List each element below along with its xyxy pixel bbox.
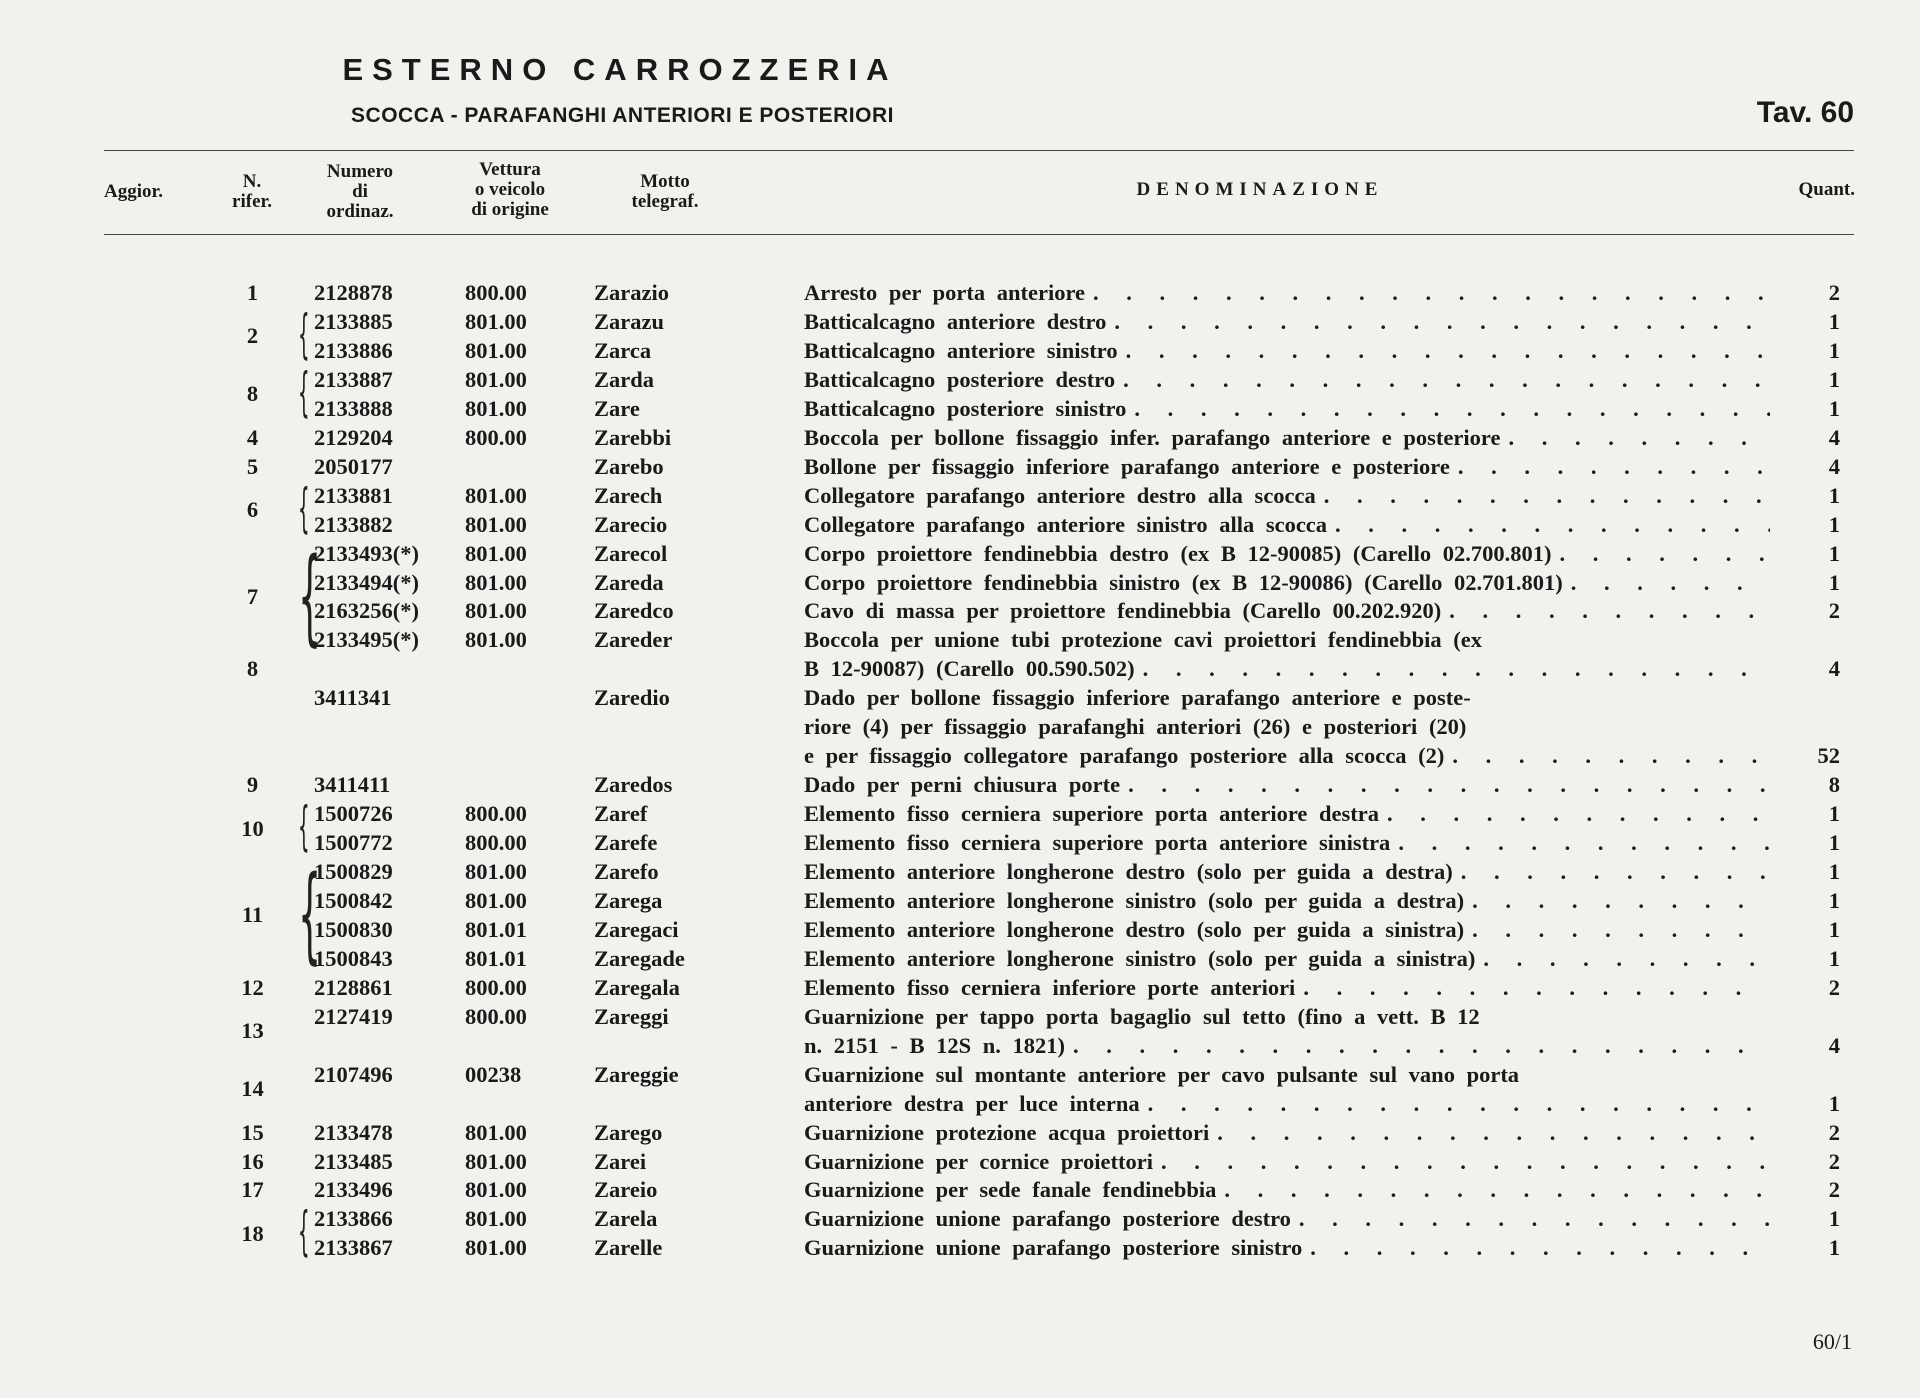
- quantity: 1: [1828, 540, 1840, 566]
- leader-dots: [1464, 888, 1770, 914]
- description-text: Elemento anteriore longherone destro (solo per guida a destra): [804, 859, 1453, 884]
- description-text: Batticalcagno posteriore destro: [804, 366, 1116, 392]
- telegraph-code: Zarefe: [594, 830, 658, 856]
- description: [804, 541, 1770, 567]
- leader-dots: [1106, 309, 1770, 335]
- telegraph-code: Zarazio: [594, 280, 669, 305]
- vehicle-origin: 801.00: [465, 482, 527, 508]
- table-number: Tav. 60: [1756, 96, 1854, 129]
- table-row: [0, 483, 1920, 512]
- header-numero: [305, 162, 415, 222]
- order-number: 2133882: [314, 511, 393, 537]
- telegraph-code: Zareggi: [594, 1003, 669, 1029]
- telegraph-code: Zaredio: [594, 685, 670, 711]
- description-text: Elemento fisso cerniera inferiore porte anteriori: [804, 974, 1296, 1000]
- table-row: [0, 396, 1920, 425]
- vehicle-origin: 800.00: [465, 830, 527, 856]
- quantity: 1: [1828, 366, 1840, 392]
- order-number: 2107496: [314, 1061, 393, 1087]
- leader-dots: [1140, 1091, 1770, 1117]
- quantity: 4: [1828, 1032, 1840, 1058]
- table-row: [0, 1033, 1920, 1062]
- telegraph-code: Zareio: [594, 1177, 658, 1203]
- reference-number: 7: [246, 583, 259, 609]
- table-row: [0, 801, 1920, 830]
- reference-number: 8: [246, 656, 259, 682]
- order-number: 2133866: [314, 1206, 393, 1232]
- description-text: Arresto per porta anteriore: [804, 280, 1086, 305]
- reference-number: 15: [241, 1119, 264, 1145]
- leader-dots: [1120, 772, 1770, 798]
- description-text: Corpo proiettore fendinebbia sinistro (ex B 12-90086) (Carello 02.701.801): [804, 569, 1563, 595]
- telegraph-code: Zaregade: [594, 945, 685, 971]
- page-subtitle: SCOCCA - PARAFANGHI ANTERIORI E POSTERIORI: [351, 104, 894, 127]
- reference-number: 4: [246, 424, 259, 450]
- description-text: B 12-90087) (Carello 00.590.502): [804, 656, 1135, 682]
- quantity: 1: [1828, 1206, 1840, 1232]
- leader-dots: [1450, 454, 1770, 480]
- leader-dots: [1453, 859, 1770, 885]
- description: [804, 1091, 1770, 1117]
- leader-dots: [1295, 975, 1770, 1001]
- vehicle-origin: 801.00: [465, 1235, 527, 1261]
- order-number: 1500830: [314, 916, 393, 942]
- group-brace: {: [298, 304, 310, 365]
- telegraph-code: Zarda: [594, 366, 655, 392]
- header-vettura: [445, 160, 575, 220]
- description: [804, 859, 1770, 885]
- order-number: 3411341: [314, 685, 392, 711]
- vehicle-origin: 800.00: [465, 424, 527, 450]
- description: [804, 1149, 1770, 1175]
- description-text: Elemento anteriore longherone sinistro (solo per guida a destra): [804, 887, 1465, 913]
- description: [804, 1033, 1770, 1059]
- group-brace: {: [298, 362, 310, 423]
- table-row: [0, 280, 1920, 309]
- table-row: [0, 367, 1920, 396]
- quantity: 1: [1828, 916, 1840, 942]
- table-row: [0, 338, 1920, 367]
- description-text: Dado per bollone fissaggio inferiore parafango anteriore e poste-: [804, 685, 1471, 711]
- telegraph-code: Zarecio: [594, 511, 668, 537]
- order-number: 2133887: [314, 366, 393, 392]
- quantity: 1: [1828, 859, 1840, 884]
- order-number: 2050177: [314, 453, 393, 479]
- order-number: 2133485: [314, 1148, 393, 1174]
- description-text: Boccola per bollone fissaggio infer. parafango anteriore e posteriore: [804, 424, 1501, 450]
- header-vettura-line3: di origine: [471, 199, 549, 220]
- telegraph-code: Zarecol: [594, 540, 668, 566]
- vehicle-origin: 801.00: [465, 859, 527, 884]
- header-rule-top: [104, 150, 1854, 151]
- telegraph-code: Zaregala: [594, 974, 680, 1000]
- leader-dots: [1441, 598, 1770, 624]
- telegraph-code: Zarebo: [594, 453, 664, 479]
- description: [804, 656, 1770, 682]
- header-vettura-line2: o veicolo: [474, 179, 546, 200]
- quantity: 1: [1828, 830, 1840, 856]
- telegraph-code: Zarebbi: [594, 424, 672, 450]
- table-row: [0, 512, 1920, 541]
- description: [804, 946, 1770, 972]
- leader-dots: [1379, 801, 1770, 827]
- telegraph-code: Zarelle: [594, 1235, 663, 1261]
- description: [804, 396, 1770, 422]
- telegraph-code: Zareder: [594, 627, 673, 653]
- table-row: [0, 917, 1920, 946]
- telegraph-code: Zarei: [594, 1148, 647, 1174]
- description-text: Guarnizione per cornice proiettori: [804, 1148, 1153, 1174]
- vehicle-origin: 801.00: [465, 1148, 527, 1174]
- leader-dots: [1563, 570, 1770, 596]
- description: [804, 425, 1770, 451]
- order-number: 2163256(*): [314, 598, 419, 624]
- page-number: 60/1: [1812, 1329, 1852, 1354]
- table-row: [0, 714, 1920, 743]
- quantity: 1: [1828, 482, 1840, 508]
- header-numero-line1: Numero: [326, 161, 394, 182]
- vehicle-origin: 801.00: [465, 569, 527, 595]
- description-text: Collegatore parafango anteriore sinistro alla scocca: [804, 511, 1328, 537]
- description: [804, 801, 1770, 827]
- header-motto-line1: Motto: [640, 171, 690, 192]
- quantity: 2: [1828, 280, 1840, 305]
- reference-number: 18: [241, 1220, 264, 1246]
- table-row: [0, 859, 1920, 888]
- leader-dots: [1500, 425, 1770, 451]
- vehicle-origin: 00238: [465, 1061, 522, 1087]
- quantity: 1: [1828, 801, 1840, 827]
- description: [804, 1120, 1770, 1146]
- description: [804, 772, 1770, 798]
- table-row: [0, 598, 1920, 627]
- order-number: 2133886: [314, 337, 393, 363]
- description-text: Batticalcagno posteriore sinistro: [804, 395, 1127, 421]
- description: [804, 598, 1770, 624]
- order-number: 2127419: [314, 1003, 393, 1029]
- table-row: [0, 685, 1920, 714]
- leader-dots: [1216, 1177, 1770, 1203]
- vehicle-origin: 801.00: [465, 540, 527, 566]
- vehicle-origin: 800.00: [465, 801, 527, 827]
- reference-number: 12: [241, 974, 264, 1000]
- description-text: Dado per perni chiusura porte: [804, 772, 1121, 798]
- table-row: [0, 946, 1920, 975]
- header-aggior: Aggior.: [104, 181, 163, 202]
- telegraph-code: Zarca: [594, 337, 652, 363]
- leader-dots: [1444, 743, 1770, 769]
- quantity: 2: [1828, 598, 1840, 624]
- order-number: 1500772: [314, 830, 393, 856]
- vehicle-origin: 801.00: [465, 1177, 527, 1203]
- leader-dots: [1126, 396, 1770, 422]
- telegraph-code: Zareggie: [594, 1061, 679, 1087]
- header-rifer-line2: rifer.: [232, 191, 272, 212]
- leader-dots: [1316, 483, 1770, 509]
- quantity: 1: [1828, 511, 1840, 537]
- leader-dots: [1475, 946, 1770, 972]
- reference-number: 11: [241, 902, 264, 928]
- description: [804, 367, 1770, 393]
- description-text: Elemento fisso cerniera superiore porta anteriore destra: [804, 801, 1380, 827]
- group-brace: {: [298, 534, 322, 657]
- order-number: 1500726: [314, 801, 393, 827]
- description-text: Guarnizione per sede fanale fendinebbia: [804, 1177, 1217, 1203]
- quantity: 2: [1828, 1177, 1840, 1203]
- vehicle-origin: 801.00: [465, 511, 527, 537]
- reference-number: 2: [246, 323, 259, 349]
- table-row: [0, 743, 1920, 772]
- table-row: [0, 1004, 1920, 1033]
- description: [804, 1177, 1770, 1203]
- table-row: [0, 1062, 1920, 1091]
- table-row: [0, 627, 1920, 656]
- order-number: 2133495(*): [314, 627, 419, 653]
- description: [804, 1004, 1770, 1030]
- table-row: [0, 1206, 1920, 1235]
- leader-dots: [1209, 1120, 1770, 1146]
- description: [804, 743, 1770, 769]
- leader-dots: [1135, 656, 1770, 682]
- quantity: 1: [1828, 1090, 1840, 1116]
- leader-dots: [1065, 1033, 1770, 1059]
- table-row: [0, 1177, 1920, 1206]
- telegraph-code: Zaredos: [594, 772, 673, 798]
- description-text: Cavo di massa per proiettore fendinebbia (Carello 00.202.920): [804, 598, 1442, 624]
- order-number: 2133881: [314, 482, 393, 508]
- description: [804, 1235, 1770, 1261]
- description: [804, 454, 1770, 480]
- vehicle-origin: 801.00: [465, 887, 527, 913]
- table-row: [0, 1149, 1920, 1178]
- table-row: [0, 656, 1920, 685]
- description-text: n. 2151 - B 12S n. 1821): [804, 1032, 1066, 1058]
- reference-number: 8: [246, 381, 259, 407]
- order-number: 2128861: [314, 974, 393, 1000]
- vehicle-origin: 801.00: [465, 1119, 527, 1145]
- telegraph-code: Zaregaci: [594, 916, 679, 942]
- reference-number: 16: [241, 1148, 264, 1174]
- quantity: 4: [1828, 656, 1840, 682]
- order-number: 2133888: [314, 395, 393, 421]
- description: [804, 888, 1770, 914]
- description: [804, 627, 1770, 653]
- group-brace: {: [298, 1202, 310, 1263]
- order-number: 1500829: [314, 859, 393, 884]
- description-text: Bollone per fissaggio inferiore parafango anteriore e posteriore: [804, 453, 1450, 479]
- description-text: Elemento fisso cerniera superiore porta anteriore sinistra: [804, 830, 1391, 856]
- vehicle-origin: 801.00: [465, 395, 527, 421]
- description-text: Batticalcagno anteriore sinistro: [804, 337, 1118, 363]
- quantity: 2: [1828, 1148, 1840, 1174]
- header-motto: [605, 172, 725, 212]
- group-brace: {: [298, 478, 310, 539]
- vehicle-origin: 800.00: [465, 1003, 527, 1029]
- quantity: 4: [1828, 453, 1840, 479]
- vehicle-origin: 801.00: [465, 337, 527, 363]
- order-number: 2133478: [314, 1119, 393, 1145]
- order-number: 2128878: [314, 280, 393, 305]
- order-number: 3411411: [314, 772, 391, 798]
- description-text: Guarnizione sul montante anteriore per cavo pulsante sul vano porta: [804, 1061, 1520, 1087]
- quantity: 1: [1828, 337, 1840, 363]
- reference-number: 10: [241, 815, 264, 841]
- order-number: 2129204: [314, 424, 393, 450]
- description: [804, 1206, 1770, 1232]
- telegraph-code: Zaredco: [594, 598, 674, 624]
- description-text: e per fissaggio collegatore parafango posteriore alla scocca (2): [804, 743, 1445, 769]
- header-quant: Quant.: [1798, 179, 1855, 200]
- description: [804, 975, 1770, 1001]
- vehicle-origin: 800.00: [465, 974, 527, 1000]
- description-text: Boccola per unione tubi protezione cavi proiettori fendinebbia (ex: [804, 627, 1482, 653]
- order-number: 2133493(*): [314, 540, 419, 566]
- telegraph-code: Zarefo: [594, 859, 659, 884]
- description: [804, 309, 1770, 335]
- vehicle-origin: 801.00: [465, 366, 527, 392]
- order-number: 1500842: [314, 887, 393, 913]
- quantity: 1: [1828, 887, 1840, 913]
- reference-number: 6: [246, 497, 259, 523]
- reference-number: 5: [246, 453, 259, 479]
- description-text: Collegatore parafango anteriore destro alla scocca: [804, 482, 1316, 508]
- description-text: anteriore destra per luce interna: [804, 1090, 1140, 1116]
- header-denominazione: DENOMINAZIONE: [1136, 179, 1384, 200]
- description: [804, 1062, 1770, 1088]
- leader-dots: [1118, 338, 1770, 364]
- vehicle-origin: 801.01: [465, 916, 527, 942]
- quantity: 1: [1828, 395, 1840, 421]
- telegraph-code: Zareda: [594, 569, 664, 595]
- header-numero-line3: ordinaz.: [326, 201, 394, 222]
- table-row: [0, 541, 1920, 570]
- description-text: Guarnizione unione parafango posteriore sinistro: [804, 1235, 1303, 1261]
- telegraph-code: Zaref: [594, 801, 648, 827]
- quantity: 2: [1828, 1119, 1840, 1145]
- description: [804, 512, 1770, 538]
- quantity: 1: [1828, 569, 1840, 595]
- table-row: [0, 1235, 1920, 1264]
- table-row: [0, 454, 1920, 483]
- order-number: 1500843: [314, 945, 393, 971]
- order-number: 2133867: [314, 1235, 393, 1261]
- vehicle-origin: 801.00: [465, 308, 527, 334]
- reference-number: 17: [241, 1177, 264, 1203]
- order-number: 2133496: [314, 1177, 393, 1203]
- table-row: [0, 888, 1920, 917]
- header-motto-line2: telegraf.: [631, 191, 699, 212]
- quantity: 1: [1828, 308, 1840, 334]
- reference-number: 13: [241, 1018, 264, 1044]
- quantity: 4: [1828, 424, 1840, 450]
- description: [804, 714, 1770, 740]
- telegraph-code: Zarela: [594, 1206, 658, 1232]
- quantity: 52: [1817, 743, 1840, 769]
- description: [804, 917, 1770, 943]
- telegraph-code: Zare: [594, 395, 640, 421]
- vehicle-origin: 801.00: [465, 627, 527, 653]
- table-row: [0, 309, 1920, 338]
- quantity: 8: [1828, 772, 1840, 798]
- header-rifer: [222, 172, 282, 212]
- table-row: [0, 1091, 1920, 1120]
- description: [804, 830, 1770, 856]
- reference-number: 9: [246, 772, 259, 798]
- leader-dots: [1464, 917, 1770, 943]
- group-brace: {: [298, 797, 310, 858]
- header-numero-line2: di: [352, 181, 368, 202]
- table-row: [0, 830, 1920, 859]
- header-rule-bottom: [104, 234, 1854, 235]
- description-text: Guarnizione per tappo porta bagaglio sul tetto (fino a vett. B 12: [804, 1003, 1480, 1029]
- page-title: ESTERNO CARROZZERIA: [342, 52, 898, 87]
- vehicle-origin: 801.00: [465, 1206, 527, 1232]
- vehicle-origin: 801.01: [465, 945, 527, 971]
- description: [804, 280, 1770, 306]
- quantity: 1: [1828, 945, 1840, 971]
- leader-dots: [1552, 541, 1770, 567]
- description-text: Guarnizione protezione acqua proiettori: [804, 1119, 1210, 1145]
- table-row: [0, 772, 1920, 801]
- group-brace: {: [298, 853, 322, 975]
- header-rifer-line1: N.: [242, 171, 262, 192]
- leader-dots: [1085, 280, 1770, 306]
- table-row: [0, 975, 1920, 1004]
- reference-number: 1: [246, 280, 259, 305]
- table-row: [0, 570, 1920, 599]
- leader-dots: [1153, 1149, 1770, 1175]
- header-vettura-line1: Vettura: [479, 159, 541, 180]
- description: [804, 338, 1770, 364]
- quantity: 1: [1828, 1235, 1840, 1261]
- telegraph-code: Zarego: [594, 1119, 663, 1145]
- description: [804, 483, 1770, 509]
- order-number: 2133885: [314, 308, 393, 334]
- leader-dots: [1115, 367, 1770, 393]
- description-text: Elemento anteriore longherone destro (solo per guida a sinistra): [804, 916, 1465, 942]
- description-text: Corpo proiettore fendinebbia destro (ex B 12-90085) (Carello 02.700.801): [804, 540, 1552, 566]
- description-text: Elemento anteriore longherone sinistro (solo per guida a sinistra): [804, 945, 1476, 971]
- leader-dots: [1302, 1235, 1770, 1261]
- vehicle-origin: 801.00: [465, 598, 527, 624]
- vehicle-origin: 800.00: [465, 280, 527, 305]
- telegraph-code: Zarega: [594, 887, 663, 913]
- telegraph-code: Zarazu: [594, 308, 664, 334]
- description: [804, 570, 1770, 596]
- telegraph-code: Zarech: [594, 482, 663, 508]
- quantity: 2: [1828, 974, 1840, 1000]
- description-text: Guarnizione unione parafango posteriore destro: [804, 1206, 1291, 1232]
- leader-dots: [1390, 830, 1770, 856]
- table-row: [0, 1120, 1920, 1149]
- description-text: Batticalcagno anteriore destro: [804, 308, 1107, 334]
- leader-dots: [1291, 1206, 1770, 1232]
- leader-dots: [1327, 512, 1770, 538]
- description: [804, 685, 1770, 711]
- order-number: 2133494(*): [314, 569, 419, 595]
- table-row: [0, 425, 1920, 454]
- description-text: riore (4) per fissaggio parafanghi anteriori (26) e posteriori (20): [804, 714, 1467, 740]
- reference-number: 14: [241, 1076, 264, 1102]
